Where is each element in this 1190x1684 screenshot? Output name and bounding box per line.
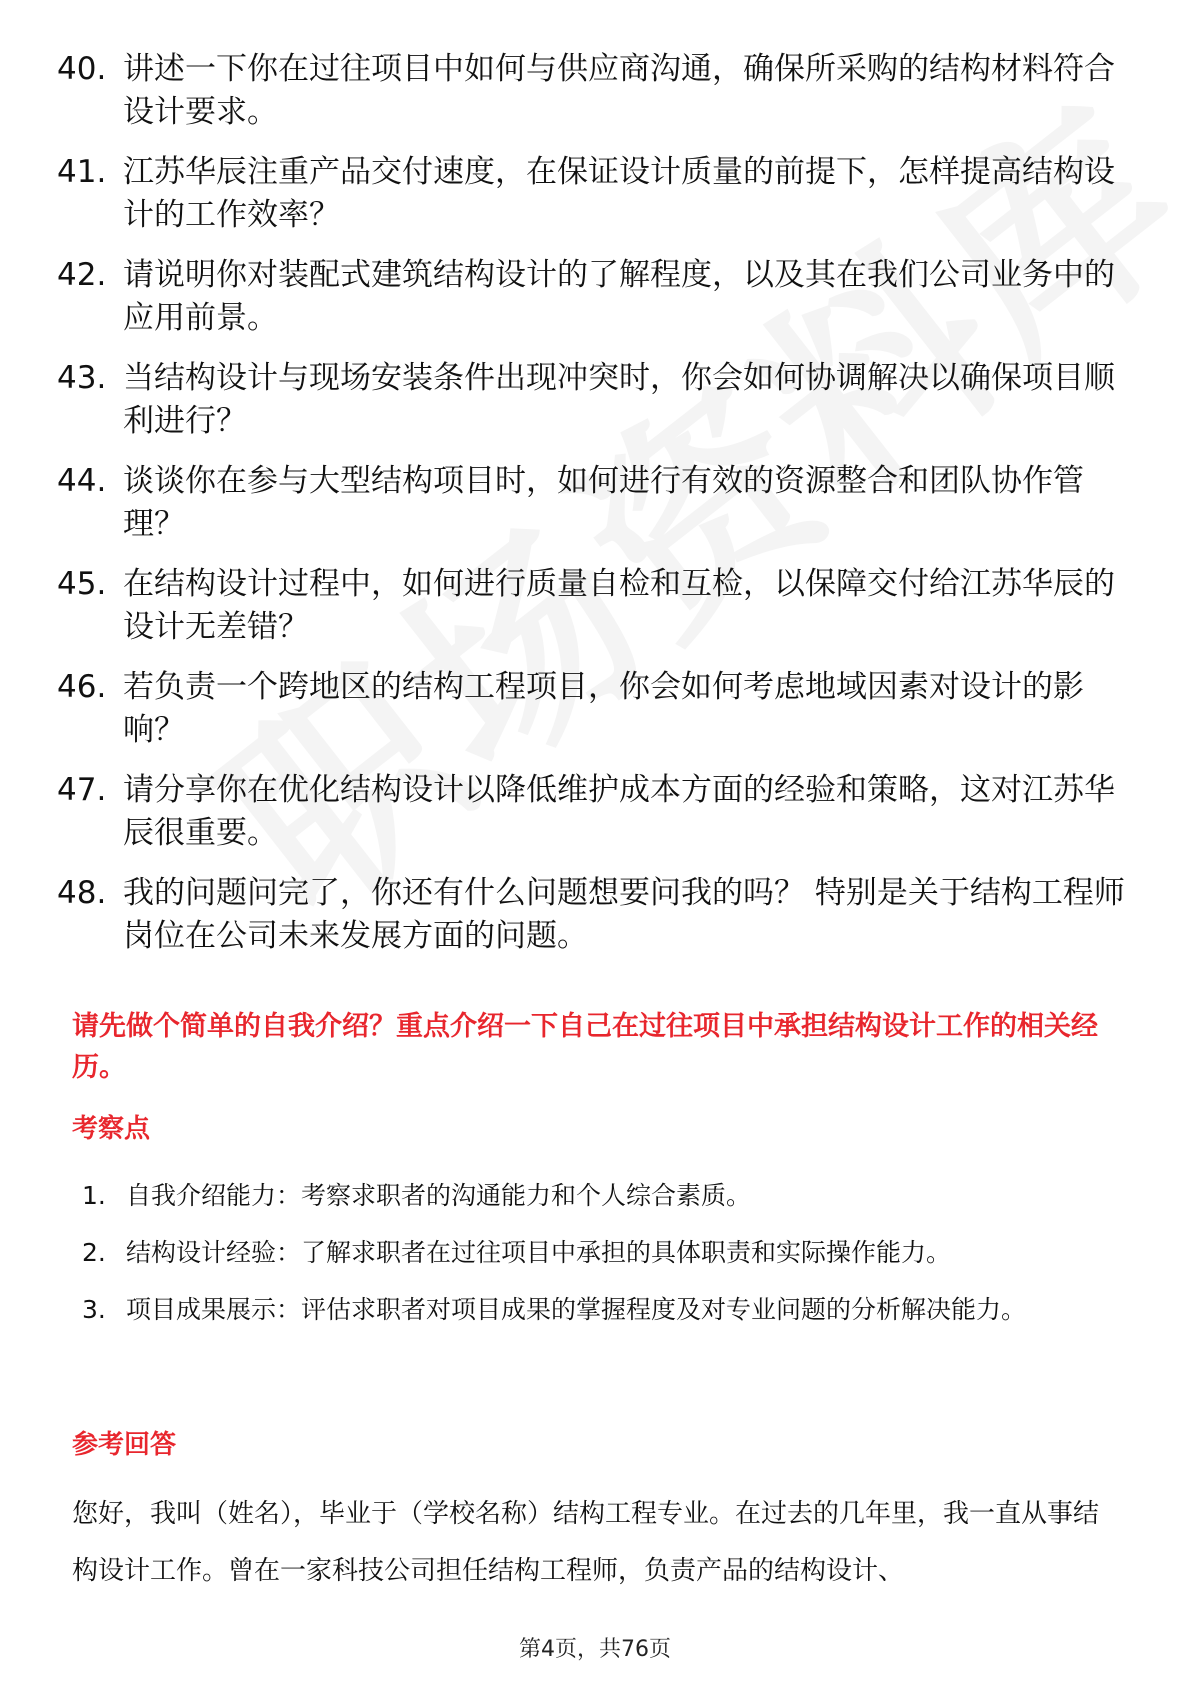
exam-point-number: 2. (82, 1238, 106, 1267)
exam-point-item (82, 1167, 1132, 1224)
question-text: 讲述一下你在过往项目中如何与供应商沟通，确保所采购的结构材料符合设计要求。 (123, 51, 1115, 130)
question-item (57, 769, 1142, 855)
question-text: 谈谈你在参与大型结构项目时，如何进行有效的资源整合和团队协作管理？ (123, 463, 1084, 542)
question-item (57, 48, 1142, 134)
question-number: 47. (57, 772, 107, 808)
exam-point-text: 结构设计经验：了解求职者在过往项目中承担的具体职责和实际操作能力。 (126, 1238, 952, 1267)
question-text: 请分享你在优化结构设计以降低维护成本方面的经验和策略，这对江苏华辰很重要。 (123, 772, 1115, 851)
exam-point-item (82, 1224, 1132, 1281)
reference-answer-heading: 参考回答 (72, 1430, 177, 1460)
question-number: 45. (57, 566, 107, 602)
question-item (57, 254, 1142, 340)
exam-points-heading: 考察点 (72, 1114, 151, 1144)
exam-point-text: 自我介绍能力：考察求职者的沟通能力和个人综合素质。 (126, 1181, 752, 1210)
question-text: 江苏华辰注重产品交付速度，在保证设计质量的前提下，怎样提高结构设计的工作效率？ (123, 154, 1115, 233)
question-number: 46. (57, 669, 107, 705)
question-number: 40. (57, 51, 107, 87)
exam-point-number: 1. (82, 1181, 106, 1210)
question-item (57, 872, 1142, 958)
question-item (57, 460, 1142, 546)
question-item (57, 666, 1142, 752)
question-number: 43. (57, 360, 107, 396)
question-number: 41. (57, 154, 107, 190)
question-item (57, 563, 1142, 649)
exam-point-item (82, 1281, 1132, 1338)
question-text: 我的问题问完了，你还有什么问题想要问我的吗？ 特别是关于结构工程师岗位在公司未来发展方面的问题。 (123, 875, 1125, 954)
exam-point-number: 3. (82, 1295, 106, 1324)
question-text: 在结构设计过程中，如何进行质量自检和互检，以保障交付给江苏华辰的设计无差错？ (123, 566, 1115, 645)
question-number: 42. (57, 257, 107, 293)
question-text: 请说明你对装配式建筑结构设计的了解程度，以及其在我们公司业务中的应用前景。 (123, 257, 1115, 336)
question-text: 当结构设计与现场安装条件出现冲突时，你会如何协调解决以确保项目顺利进行？ (123, 360, 1115, 439)
question-item (57, 151, 1142, 237)
question-item (57, 357, 1142, 443)
reference-answer-text: 您好，我叫（姓名），毕业于（学校名称）结构工程专业。在过去的几年里，我一直从事结构设计工作。曾在一家科技公司担任结构工程师，负责产品的结构设计、 (72, 1499, 1100, 1586)
exam-points-list (82, 1167, 1132, 1338)
question-list (57, 48, 1142, 975)
question-number: 48. (57, 875, 107, 911)
question-number: 44. (57, 463, 107, 499)
page-footer: 第4页，共76页 (519, 1637, 671, 1662)
exam-point-text: 项目成果展示：评估求职者对项目成果的掌握程度及对专业问题的分析解决能力。 (126, 1295, 1027, 1324)
question-text: 若负责一个跨地区的结构工程项目，你会如何考虑地域因素对设计的影响？ (123, 669, 1084, 748)
section-question-heading: 请先做个简单的自我介绍？重点介绍一下自己在过往项目中承担结构设计工作的相关经历。 (72, 1011, 1098, 1083)
